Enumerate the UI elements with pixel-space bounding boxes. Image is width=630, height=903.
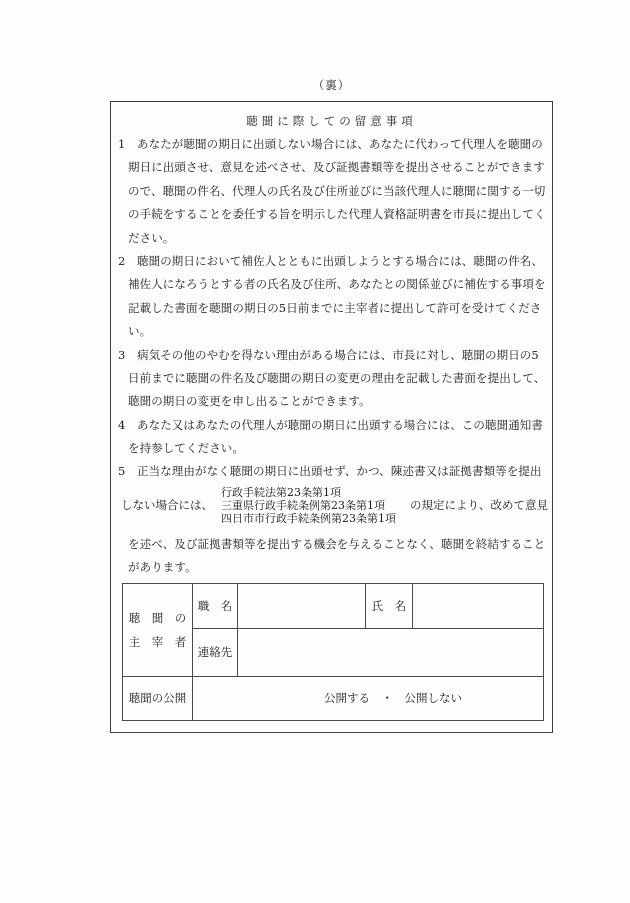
- note-item-closing: [111, 533, 552, 580]
- note-item-line: [111, 133, 552, 156]
- legal-reference: 四日市市行政手続条例第23条第1項: [221, 511, 396, 525]
- note-item-line: [111, 344, 552, 367]
- note-item-line: 日前までに聴聞の件名及び聴聞の期日の変更の理由を記載した書面を提出して、: [128, 370, 546, 385]
- legal-reference-stack: [221, 486, 396, 525]
- item-text: あなたが聴聞の期日に出頭しない場合には、あなたに代わって代理人を聴聞の: [137, 137, 543, 151]
- job-title-label-cell: 職 名: [193, 583, 238, 628]
- note-item-line: [111, 460, 552, 483]
- table-row: [123, 583, 544, 628]
- contact-value-cell: [238, 628, 544, 676]
- notes-border-box: [110, 101, 553, 733]
- item-text: あなた又はあなたの代理人が聴聞の期日に出頭する場合には、この聴聞通知書: [137, 417, 543, 432]
- note-item-line: を持参してください。: [128, 441, 244, 456]
- item-number: 4: [118, 417, 126, 432]
- name-label-cell: 氏 名: [366, 583, 413, 628]
- disclosure-options-cell: 公開する ・ 公開しない: [193, 676, 544, 720]
- note-item-line: 期日に出頭させ、意見を述べさせ、及び証拠書類等を提出させることができます: [128, 160, 545, 175]
- notes-list: [111, 133, 552, 580]
- item-text: 病気その他のやむを得ない理由がある場合には、市長に対し、聴聞の期日の5: [137, 347, 539, 362]
- note-item-line: 記載した書面を聴聞の期日の5日前までに主宰者に提出して許可を受けてくださ: [128, 300, 542, 315]
- legal-ref-suffix: の規定により、改めて意見: [410, 498, 548, 513]
- note-item-line: [111, 414, 552, 437]
- name-value-cell: [413, 583, 544, 628]
- item-text: 正当な理由がなく聴聞の期日に出頭せず、かつ、陳述書又は証拠書類等を提出: [137, 464, 542, 479]
- presider-table: [122, 583, 544, 721]
- note-item-line: 聴聞の期日の変更を申し出ることができます。: [128, 394, 371, 409]
- item-number: 3: [118, 347, 126, 362]
- note-item-line: ので、聴聞の件名、代理人の氏名及び住所並びに当該代理人に聴聞に関する一切: [128, 183, 546, 198]
- legal-references-row: [111, 486, 552, 525]
- item-number: 5: [118, 464, 126, 479]
- presider-label-cell: [123, 583, 193, 676]
- item-text: 聴聞の期日において補佐人とともに出頭しようとする場合には、聴聞の件名、: [137, 253, 543, 268]
- legal-reference: 行政手続法第23条第1項: [221, 485, 341, 499]
- page-side-label: （裏）: [312, 78, 351, 92]
- job-title-value-cell: [238, 583, 366, 628]
- disclosure-label-cell: 聴聞の公開: [123, 676, 193, 720]
- note-item-line: の手続をすることを委任する旨を明示した代理人資格証明書を市長に提出してく: [128, 207, 546, 222]
- presider-label-line: 主 宰 者: [128, 634, 187, 649]
- note-item-line: [111, 250, 552, 273]
- document-title: 聴聞に際しての留意事項: [246, 114, 417, 128]
- note-item-line: を述べ、及び証拠書類等を提出する機会を与えることなく、聴聞を終結すること: [128, 536, 546, 551]
- note-item-line: があります。: [128, 560, 197, 575]
- item-number: 1: [118, 137, 126, 151]
- note-item-line: い。: [128, 324, 152, 339]
- legal-ref-prefix: しない場合には、: [121, 498, 213, 513]
- legal-reference: 三重県行政手続条例第23条第1項: [221, 498, 385, 512]
- note-item-line: 補佐人になろうとする者の氏名及び住所、あなたとの関係並びに補佐する事項を: [128, 277, 546, 292]
- table-row: [123, 676, 544, 720]
- item-number: 2: [118, 253, 126, 268]
- note-item-line: ださい。: [128, 230, 175, 245]
- contact-label-cell: 連絡先: [193, 628, 238, 676]
- presider-label-line: 聴 聞 の: [128, 610, 187, 625]
